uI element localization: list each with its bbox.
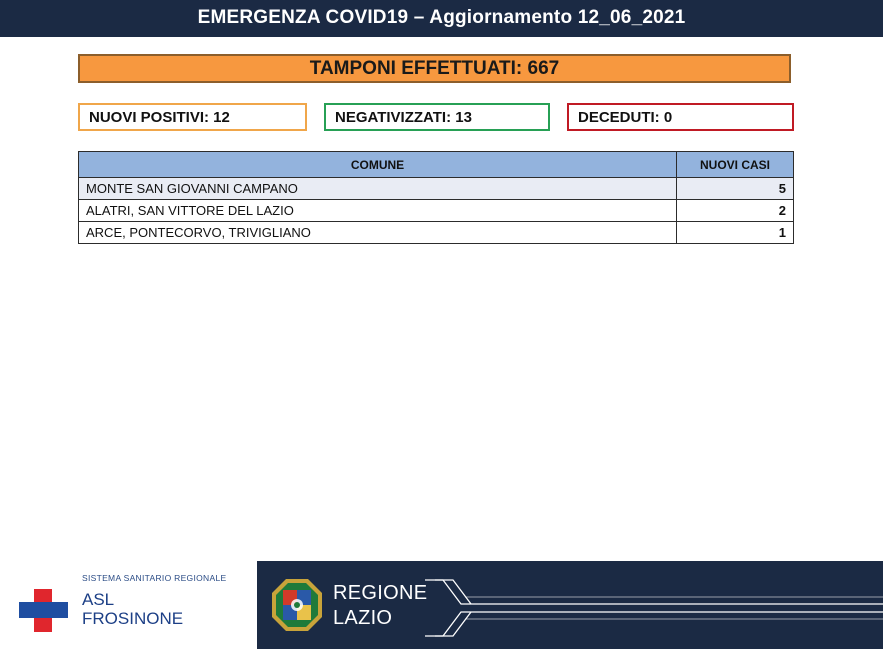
comune-cell: ARCE, PONTECORVO, TRIVIGLIANO — [79, 222, 677, 244]
sistema-sanitario-label: SISTEMA SANITARIO REGIONALE — [82, 573, 227, 583]
nuovi-positivi-box — [78, 103, 307, 131]
tamponi-label: TAMPONI EFFETTUATI: 667 — [309, 58, 560, 79]
asl-cross-icon — [19, 589, 68, 632]
deceduti-box — [567, 103, 794, 131]
nuovi-casi-cell: 5 — [677, 178, 794, 200]
cases-table — [78, 151, 794, 244]
column-header-comune: COMUNE — [79, 152, 677, 178]
regione-lazio-logo-text — [333, 581, 427, 631]
asl-label: ASL — [82, 590, 115, 609]
regione-lazio-stripes — [425, 579, 883, 637]
comune-cell: MONTE SAN GIOVANNI CAMPANO — [79, 178, 677, 200]
regione-lazio-emblem-icon — [270, 577, 324, 633]
table-row — [79, 200, 794, 222]
column-header-nuovi-casi: NUOVI CASI — [677, 152, 794, 178]
nuovi-positivi-label: NUOVI POSITIVI: 12 — [89, 109, 230, 126]
regione-label: REGIONE — [333, 582, 428, 604]
negativizzati-box — [324, 103, 550, 131]
asl-frosinone-logo-text — [82, 590, 183, 628]
frosinone-label: FROSINONE — [82, 609, 184, 628]
tamponi-effettuati-banner — [78, 54, 791, 83]
page-title: EMERGENZA COVID19 – Aggiornamento 12_06_2021 — [197, 7, 686, 28]
page-header — [0, 0, 883, 37]
nuovi-casi-cell: 2 — [677, 200, 794, 222]
negativizzati-label: NEGATIVIZZATI: 13 — [335, 109, 472, 126]
table-row — [79, 222, 794, 244]
table-header-row — [79, 152, 794, 178]
table-row — [79, 178, 794, 200]
deceduti-label: DECEDUTI: 0 — [578, 109, 673, 126]
lazio-label: LAZIO — [333, 607, 393, 629]
comune-cell: ALATRI, SAN VITTORE DEL LAZIO — [79, 200, 677, 222]
nuovi-casi-cell: 1 — [677, 222, 794, 244]
